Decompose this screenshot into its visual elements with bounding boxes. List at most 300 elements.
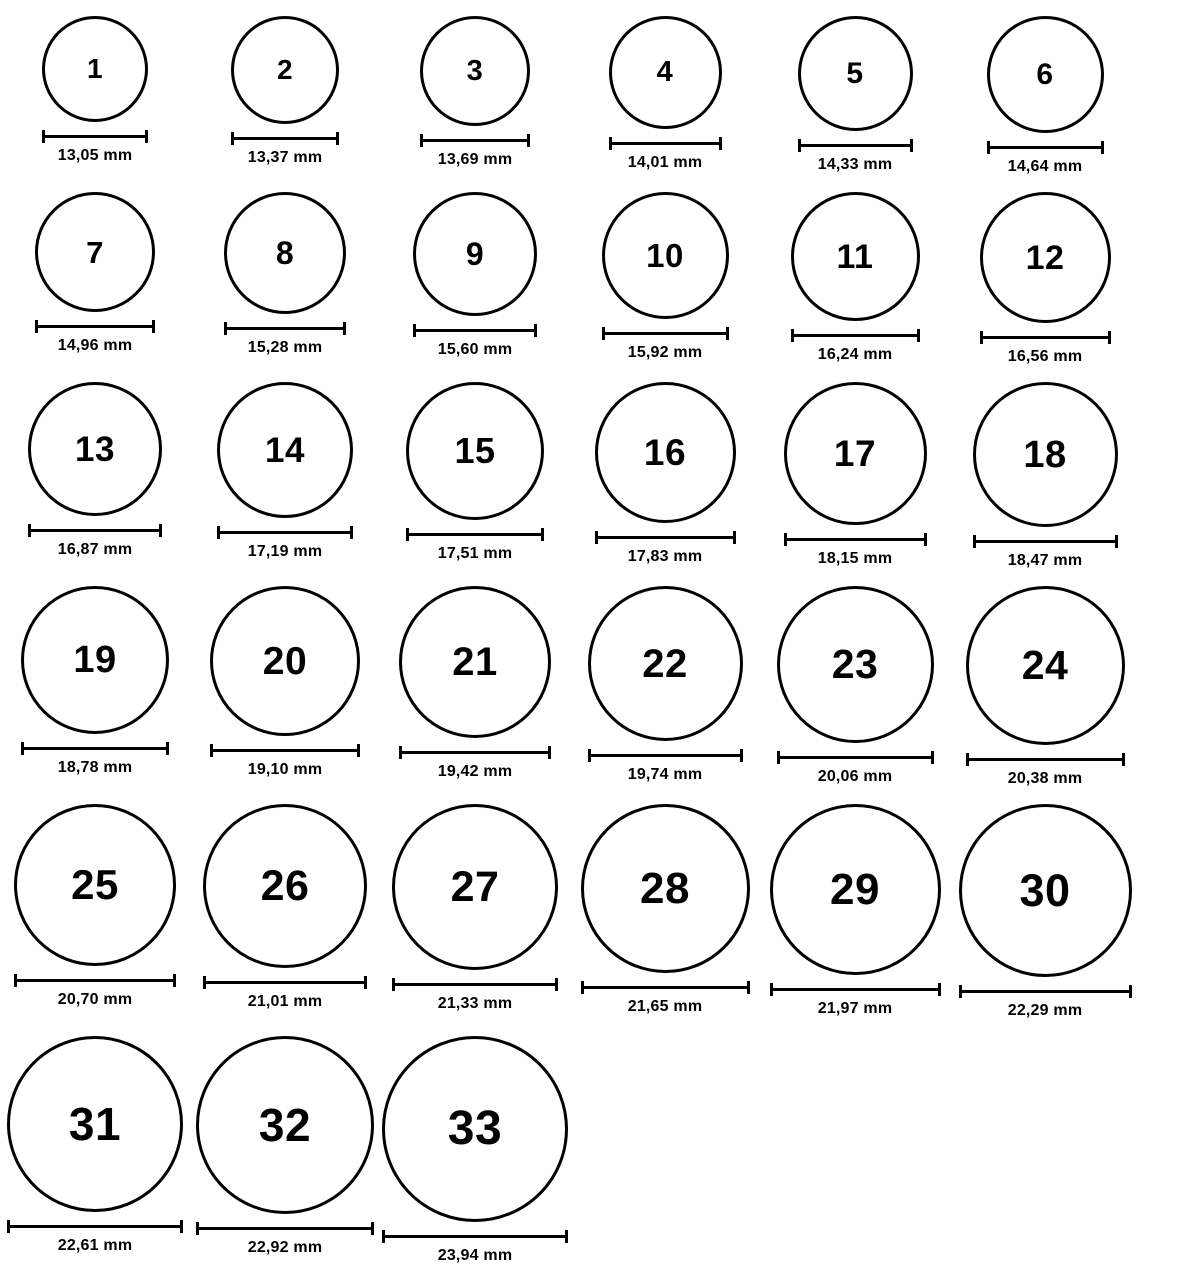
ring-circle-wrapper <box>770 802 941 977</box>
ring-size-number: 4 <box>656 56 674 88</box>
measure-tick-right <box>1115 535 1118 548</box>
ring-size-number: 17 <box>833 433 877 474</box>
measure-line <box>777 756 934 759</box>
ring-circle <box>28 382 162 516</box>
ring-size-cell <box>950 190 1140 366</box>
ring-circle <box>609 16 722 129</box>
measure-tick-right <box>350 526 353 539</box>
ring-size-cell <box>190 190 380 357</box>
measure-tick-left <box>14 974 17 987</box>
measure-line <box>980 336 1111 339</box>
diameter-measure-bar <box>784 533 927 545</box>
diameter-label: 17,83 mm <box>627 548 703 565</box>
ring-circle <box>406 382 544 520</box>
ring-circle-wrapper <box>231 14 339 126</box>
measure-tick-right <box>747 981 750 994</box>
ring-circle-wrapper <box>980 190 1111 325</box>
ring-size-cell <box>570 584 760 784</box>
diameter-measure-bar <box>770 983 941 995</box>
ring-circle-wrapper <box>382 1034 568 1224</box>
diameter-label: 19,10 mm <box>247 761 323 778</box>
diameter-label: 13,37 mm <box>247 149 323 166</box>
measure-line <box>35 325 155 328</box>
measure-tick-left <box>973 535 976 548</box>
diameter-label: 21,65 mm <box>627 998 703 1015</box>
ring-circle <box>966 586 1125 745</box>
ring-size-number: 27 <box>450 862 500 911</box>
measure-line <box>791 334 920 337</box>
measure-tick-left <box>224 322 227 335</box>
measure-tick-left <box>602 327 605 340</box>
ring-size-number: 13 <box>75 429 115 469</box>
diameter-measure-bar <box>959 985 1132 997</box>
ring-circle <box>217 382 353 518</box>
measure-line <box>595 536 736 539</box>
measure-line <box>21 747 169 750</box>
ring-size-cell <box>380 190 570 359</box>
measure-tick-left <box>770 983 773 996</box>
ring-size-cell <box>570 380 760 566</box>
ring-size-number: 14 <box>265 430 305 470</box>
ring-circle-wrapper <box>973 380 1118 529</box>
ring-circle-wrapper <box>413 190 537 318</box>
ring-size-cell <box>190 584 380 779</box>
ring-size-cell <box>570 802 760 1016</box>
diameter-label: 20,70 mm <box>57 991 133 1008</box>
ring-size-number: 31 <box>68 1098 122 1150</box>
ring-circle <box>21 586 169 734</box>
ring-size-cell <box>0 584 190 777</box>
ring-circle-wrapper <box>602 190 729 321</box>
diameter-measure-bar <box>35 320 155 332</box>
measure-tick-left <box>203 976 206 989</box>
measure-tick-right <box>565 1230 568 1243</box>
measure-line <box>609 142 722 145</box>
ring-size-cell <box>950 380 1140 570</box>
ring-size-cell <box>380 584 570 781</box>
measure-tick-right <box>1101 141 1104 154</box>
ring-circle <box>42 16 148 122</box>
ring-circle-wrapper <box>392 802 558 972</box>
ring-size-number: 5 <box>846 56 864 90</box>
diameter-label: 14,64 mm <box>1007 158 1083 175</box>
measure-line <box>406 533 544 536</box>
diameter-measure-bar <box>588 749 743 761</box>
ring-size-number: 11 <box>836 237 874 276</box>
diameter-measure-bar <box>966 753 1125 765</box>
ring-size-cell <box>760 380 950 568</box>
measure-tick-left <box>392 978 395 991</box>
diameter-label: 14,01 mm <box>627 154 703 171</box>
ring-circle <box>196 1036 374 1214</box>
ring-circle-wrapper <box>14 802 176 968</box>
measure-line <box>28 529 162 532</box>
ring-circle <box>770 804 941 975</box>
diameter-label: 23,94 mm <box>437 1247 513 1264</box>
ring-size-number: 32 <box>258 1099 312 1151</box>
diameter-measure-bar <box>196 1222 374 1234</box>
measure-tick-right <box>166 742 169 755</box>
diameter-label: 21,97 mm <box>817 1000 893 1017</box>
measure-tick-left <box>413 324 416 337</box>
ring-size-cell <box>0 802 190 1009</box>
measure-line <box>770 988 941 991</box>
measure-tick-left <box>581 981 584 994</box>
diameter-label: 14,96 mm <box>57 337 133 354</box>
ring-size-cell <box>0 380 190 559</box>
measure-tick-right <box>719 137 722 150</box>
measure-tick-right <box>336 132 339 145</box>
ring-circle-wrapper <box>28 380 162 518</box>
measure-line <box>14 979 176 982</box>
measure-tick-right <box>371 1222 374 1235</box>
measure-tick-left <box>382 1230 385 1243</box>
measure-line <box>224 327 346 330</box>
diameter-label: 15,60 mm <box>437 341 513 358</box>
ring-circle <box>14 804 176 966</box>
diameter-label: 17,19 mm <box>247 543 323 560</box>
measure-tick-right <box>145 130 148 143</box>
ring-circle-wrapper <box>217 380 353 520</box>
diameter-measure-bar <box>231 132 339 144</box>
ring-circle <box>798 16 913 131</box>
diameter-measure-bar <box>602 327 729 339</box>
ring-size-cell <box>950 584 1140 788</box>
ring-size-row <box>0 380 1200 570</box>
diameter-measure-bar <box>406 528 544 540</box>
measure-line <box>382 1235 568 1238</box>
ring-size-cell <box>190 802 380 1011</box>
measure-tick-left <box>42 130 45 143</box>
ring-size-number: 10 <box>646 237 684 274</box>
measure-tick-right <box>910 139 913 152</box>
diameter-measure-bar <box>777 751 934 763</box>
measure-line <box>959 990 1132 993</box>
ring-circle-wrapper <box>406 380 544 522</box>
ring-size-number: 33 <box>447 1102 503 1155</box>
measure-tick-right <box>931 751 934 764</box>
diameter-measure-bar <box>420 134 530 146</box>
diameter-label: 16,87 mm <box>57 541 133 558</box>
ring-circle <box>224 192 346 314</box>
measure-tick-left <box>987 141 990 154</box>
diameter-measure-bar <box>987 141 1104 153</box>
measure-line <box>602 332 729 335</box>
ring-circle-wrapper <box>399 584 551 740</box>
diameter-measure-bar <box>392 978 558 990</box>
ring-circle-wrapper <box>595 380 736 525</box>
diameter-label: 14,33 mm <box>817 156 893 173</box>
diameter-label: 20,38 mm <box>1007 770 1083 787</box>
ring-circle <box>203 804 367 968</box>
measure-line <box>203 981 367 984</box>
ring-circle <box>588 586 743 741</box>
ring-circle-wrapper <box>966 584 1125 747</box>
ring-size-cell <box>0 14 190 165</box>
measure-tick-left <box>588 749 591 762</box>
diameter-measure-bar <box>21 742 169 754</box>
ring-size-number: 19 <box>73 639 117 681</box>
measure-tick-right <box>726 327 729 340</box>
measure-line <box>42 135 148 138</box>
diameter-label: 19,74 mm <box>627 766 703 783</box>
diameter-measure-bar <box>203 976 367 988</box>
ring-size-number: 25 <box>71 861 119 908</box>
diameter-label: 15,92 mm <box>627 344 703 361</box>
ring-circle <box>973 382 1118 527</box>
ring-size-cell <box>950 14 1140 176</box>
ring-size-number: 22 <box>642 641 688 686</box>
measure-tick-right <box>924 533 927 546</box>
ring-circle <box>777 586 934 743</box>
measure-tick-right <box>1108 331 1111 344</box>
ring-size-row <box>0 584 1200 788</box>
measure-tick-right <box>364 976 367 989</box>
ring-size-row <box>0 1034 1200 1265</box>
ring-size-cell <box>380 1034 570 1265</box>
measure-line <box>784 538 927 541</box>
measure-tick-left <box>210 744 213 757</box>
ring-size-cell <box>570 14 760 172</box>
ring-circle <box>413 192 537 316</box>
measure-line <box>217 531 353 534</box>
ring-size-row <box>0 802 1200 1020</box>
ring-circle-wrapper <box>210 584 360 738</box>
measure-tick-left <box>21 742 24 755</box>
ring-size-number: 9 <box>465 236 485 272</box>
diameter-label: 22,92 mm <box>247 1239 323 1256</box>
measure-tick-left <box>791 329 794 342</box>
measure-line <box>588 754 743 757</box>
measure-tick-left <box>28 524 31 537</box>
measure-tick-left <box>196 1222 199 1235</box>
ring-circle-wrapper <box>798 14 913 133</box>
measure-line <box>210 749 360 752</box>
measure-tick-right <box>938 983 941 996</box>
diameter-label: 18,47 mm <box>1007 552 1083 569</box>
diameter-label: 17,51 mm <box>437 545 513 562</box>
diameter-measure-bar <box>382 1230 568 1242</box>
measure-tick-right <box>152 320 155 333</box>
ring-circle <box>35 192 155 312</box>
ring-size-cell <box>0 1034 190 1255</box>
ring-size-number: 6 <box>1036 57 1054 91</box>
measure-line <box>413 329 537 332</box>
measure-tick-left <box>406 528 409 541</box>
diameter-measure-bar <box>399 746 551 758</box>
diameter-label: 15,28 mm <box>247 339 323 356</box>
measure-line <box>798 144 913 147</box>
measure-tick-left <box>609 137 612 150</box>
ring-size-cell <box>380 14 570 169</box>
diameter-measure-bar <box>595 531 736 543</box>
ring-size-number: 3 <box>466 54 484 87</box>
ring-size-cell <box>380 802 570 1013</box>
ring-size-cell <box>950 802 1140 1020</box>
ring-size-number: 16 <box>643 432 687 473</box>
ring-circle <box>602 192 729 319</box>
ring-circle-wrapper <box>959 802 1132 979</box>
diameter-measure-bar <box>210 744 360 756</box>
diameter-label: 16,56 mm <box>1007 348 1083 365</box>
ring-size-cell <box>190 14 380 167</box>
ring-circle-wrapper <box>777 584 934 745</box>
ring-circle <box>210 586 360 736</box>
measure-line <box>196 1227 374 1230</box>
diameter-measure-bar <box>413 324 537 336</box>
diameter-measure-bar <box>581 981 750 993</box>
ring-size-number: 26 <box>260 861 310 910</box>
ring-circle <box>791 192 920 321</box>
ring-circle <box>959 804 1132 977</box>
diameter-measure-bar <box>14 974 176 986</box>
measure-tick-left <box>35 320 38 333</box>
ring-size-row <box>0 14 1200 176</box>
measure-line <box>420 139 530 142</box>
measure-tick-left <box>784 533 787 546</box>
measure-line <box>7 1225 183 1228</box>
measure-tick-right <box>173 974 176 987</box>
diameter-measure-bar <box>7 1220 183 1232</box>
measure-tick-left <box>399 746 402 759</box>
ring-circle-wrapper <box>581 802 750 975</box>
diameter-measure-bar <box>798 139 913 151</box>
diameter-label: 13,69 mm <box>437 151 513 168</box>
ring-size-number: 21 <box>452 640 498 684</box>
ring-size-number: 12 <box>1025 238 1065 277</box>
measure-tick-left <box>798 139 801 152</box>
ring-size-number: 28 <box>640 863 690 913</box>
diameter-measure-bar <box>224 322 346 334</box>
measure-tick-right <box>1122 753 1125 766</box>
measure-line <box>987 146 1104 149</box>
ring-size-cell <box>760 190 950 364</box>
ring-size-cell <box>380 380 570 563</box>
diameter-label: 16,24 mm <box>817 346 893 363</box>
measure-tick-left <box>217 526 220 539</box>
measure-tick-right <box>740 749 743 762</box>
measure-tick-right <box>555 978 558 991</box>
measure-tick-left <box>777 751 780 764</box>
diameter-label: 20,06 mm <box>817 768 893 785</box>
ring-size-cell <box>760 584 950 786</box>
ring-circle-wrapper <box>987 14 1104 135</box>
ring-circle-wrapper <box>42 14 148 124</box>
diameter-label: 13,05 mm <box>57 147 133 164</box>
ring-circle-wrapper <box>21 584 169 736</box>
diameter-measure-bar <box>217 526 353 538</box>
ring-circle <box>7 1036 183 1212</box>
diameter-label: 18,15 mm <box>817 550 893 567</box>
ring-size-number: 29 <box>830 864 880 914</box>
measure-line <box>231 137 339 140</box>
measure-tick-right <box>1129 985 1132 998</box>
measure-tick-right <box>534 324 537 337</box>
ring-circle <box>980 192 1111 323</box>
diameter-measure-bar <box>791 329 920 341</box>
measure-tick-right <box>733 531 736 544</box>
ring-size-row <box>0 190 1200 366</box>
ring-circle-wrapper <box>196 1034 374 1216</box>
measure-tick-right <box>548 746 551 759</box>
ring-circle-wrapper <box>588 584 743 743</box>
diameter-label: 21,01 mm <box>247 993 323 1010</box>
ring-size-number: 24 <box>1021 642 1069 688</box>
ring-circle <box>595 382 736 523</box>
ring-size-cell <box>760 14 950 174</box>
measure-tick-left <box>595 531 598 544</box>
diameter-measure-bar <box>973 535 1118 547</box>
ring-size-cell <box>760 802 950 1018</box>
measure-tick-left <box>966 753 969 766</box>
measure-tick-left <box>980 331 983 344</box>
ring-circle <box>392 804 558 970</box>
ring-circle-wrapper <box>224 190 346 316</box>
diameter-label: 18,78 mm <box>57 759 133 776</box>
ring-size-number: 15 <box>454 430 496 471</box>
ring-size-number: 23 <box>831 641 879 687</box>
measure-tick-right <box>527 134 530 147</box>
diameter-label: 22,29 mm <box>1007 1002 1083 1019</box>
measure-line <box>392 983 558 986</box>
diameter-measure-bar <box>42 130 148 142</box>
diameter-measure-bar <box>980 331 1111 343</box>
measure-tick-right <box>159 524 162 537</box>
measure-tick-right <box>357 744 360 757</box>
diameter-label: 21,33 mm <box>437 995 513 1012</box>
measure-tick-right <box>180 1220 183 1233</box>
ring-size-cell <box>190 380 380 561</box>
ring-circle <box>784 382 927 525</box>
ring-size-cell <box>0 190 190 355</box>
diameter-measure-bar <box>28 524 162 536</box>
measure-tick-right <box>343 322 346 335</box>
measure-tick-left <box>959 985 962 998</box>
ring-size-cell <box>570 190 760 362</box>
ring-circle <box>231 16 339 124</box>
measure-line <box>581 986 750 989</box>
ring-size-number: 8 <box>275 235 295 271</box>
measure-line <box>973 540 1118 543</box>
ring-circle <box>399 586 551 738</box>
diameter-label: 22,61 mm <box>57 1237 133 1254</box>
ring-size-cell <box>190 1034 380 1257</box>
measure-tick-left <box>231 132 234 145</box>
ring-circle-wrapper <box>203 802 367 970</box>
measure-tick-right <box>541 528 544 541</box>
diameter-label: 19,42 mm <box>437 763 513 780</box>
ring-circle <box>420 16 530 126</box>
ring-size-number: 2 <box>276 54 294 85</box>
ring-circle <box>382 1036 568 1222</box>
ring-size-number: 7 <box>86 234 104 270</box>
measure-line <box>966 758 1125 761</box>
ring-circle-wrapper <box>784 380 927 527</box>
ring-circle-wrapper <box>791 190 920 323</box>
ring-size-number: 20 <box>262 639 308 683</box>
ring-size-number: 30 <box>1019 865 1071 916</box>
measure-tick-left <box>420 134 423 147</box>
ring-circle-wrapper <box>420 14 530 128</box>
ring-size-number: 1 <box>86 53 104 84</box>
diameter-measure-bar <box>609 137 722 149</box>
ring-circle-wrapper <box>609 14 722 131</box>
measure-line <box>399 751 551 754</box>
ring-circle-wrapper <box>7 1034 183 1214</box>
measure-tick-right <box>917 329 920 342</box>
ring-size-number: 18 <box>1023 433 1067 476</box>
measure-tick-left <box>7 1220 10 1233</box>
